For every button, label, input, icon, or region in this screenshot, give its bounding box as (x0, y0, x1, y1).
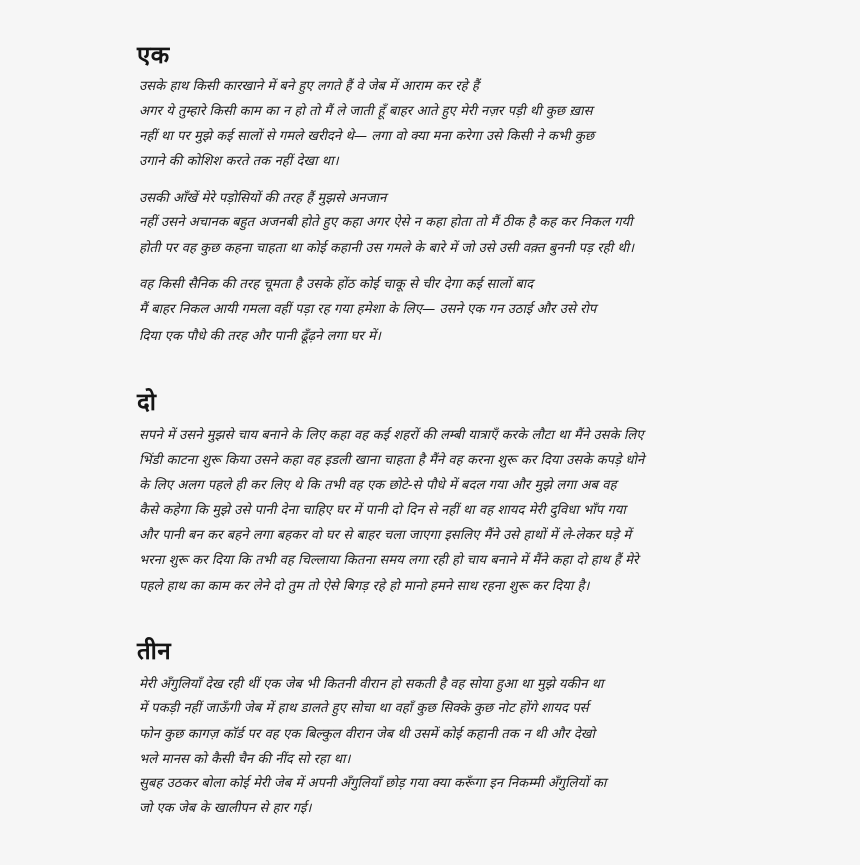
text-line: कैसे कहेगा कि मुझे उसे पानी देना चाहिए घर में पानी दो दिन से नहीं था वह शायद मेरी दुविधा भाँप गया (139, 503, 626, 518)
text-line: सुबह उठकर बोला कोई मेरी जेब में अपनी अँगुलियाँ छोड़ गया क्या करूँगा इन निकम्मी अँगुलियों का (139, 776, 607, 791)
text-line: नहीं था पर मुझे कई सालों से गमले खरीदने थे— लगा वो क्या मना करेगा उसे किसी ने कभी कुछ (139, 129, 595, 144)
text-line: भले मानस को कैसी चैन की नींद सो रहा था। (139, 752, 351, 767)
text-line: दिया एक पौधे की तरह और पानी ढूँढ़ने लगा घर में। (139, 329, 381, 344)
text-line: में पकड़ी नहीं जाऊँगी जेब में हाथ डालते हुए सोचा था वहाँ कुछ सिक्के कुछ नोट होंगे शायद पर्स (139, 701, 589, 716)
text-line: उसकी आँखें मेरे पड़ोसियों की तरह हैं मुझसे अनजान (139, 191, 387, 206)
text-line: सपने में उसने मुझसे चाय बनाने के लिए कहा वह कई शहरों की लम्बी यात्राएँ करके लौटा था मैंने उसके लिए (139, 428, 644, 443)
text-line: पहले हाथ का काम कर लेने दो तुम तो ऐसे बिगड़ रहे हो मानो हमने साथ रहना शुरू कर दिया है। (139, 579, 590, 594)
text-line: और पानी बन कर बहने लगा बहकर वो घर से बाहर चला जाएगा इसलिए मैंने उसे हाथों में ले-लेकर घड़े में (139, 528, 632, 543)
section-heading-do: दो (137, 388, 157, 416)
text-line: अगर ये तुम्हारे किसी काम का न हो तो मैं ले जाती हूँ बाहर आते हुए मेरी नज़र पड़ी थी कुछ ख़ास (139, 104, 593, 119)
text-line: उसके हाथ किसी कारखाने में बने हुए लगते हैं वे जेब में आराम कर रहे हैं (139, 79, 479, 94)
text-line: भरना शुरू कर दिया कि तभी वह चिल्लाया कितना समय लगा रही हो चाय बनाने में मैंने कहा दो हाथ हैं मेरे (139, 553, 639, 568)
text-line: मैं बाहर निकल आयी गमला वहीं पड़ा रह गया हमेशा के लिए— उसने एक गन उठाई और उसे रोप (139, 302, 597, 317)
text-line: उगाने की कोशिश करते तक नहीं देखा था। (139, 154, 339, 169)
section-heading-ek: एक (137, 41, 170, 69)
text-line: फोन कुछ कागज़ कॉर्ड पर वह एक बिल्कुल वीरान जेब थी उसमें कोई कहानी तक न थी और देखो (139, 727, 595, 742)
text-line: वह किसी सैनिक की तरह चूमता है उसके होंठ कोई चाकू से चीर देगा कई सालों बाद (139, 277, 534, 292)
text-line: के लिए अलग पहले ही कर लिए थे कि तभी वह एक छोटे-से पौधे में बदल गया और मुझे लगा अब वह (139, 478, 617, 493)
text-line: मेरी अँगुलियाँ देख रही थीं एक जेब भी कितनी वीरान हो सकती है वह सोया हुआ था मुझे यकीन था (139, 677, 604, 692)
text-line: होती पर वह कुछ कहना चाहता था कोई कहानी उस गमले के बारे में जो उसे उसी वक़्त बुननी पड़ रही थी। (139, 241, 635, 256)
text-line: जो एक जेब के खालीपन से हार गई। (139, 801, 312, 816)
section-heading-teen: तीन (137, 637, 172, 665)
text-line: नहीं उसने अचानक बहुत अजनबी होते हुए कहा अगर ऐसे न कहा होता तो मैं ठीक है कह कर निकल गयी (139, 215, 633, 230)
text-line: भिंडी काटना शुरू किया उसने कहा वह इडली खाना चाहता है मैंने वह करना शुरू कर दिया उसके कपड़े धोने (139, 453, 645, 468)
